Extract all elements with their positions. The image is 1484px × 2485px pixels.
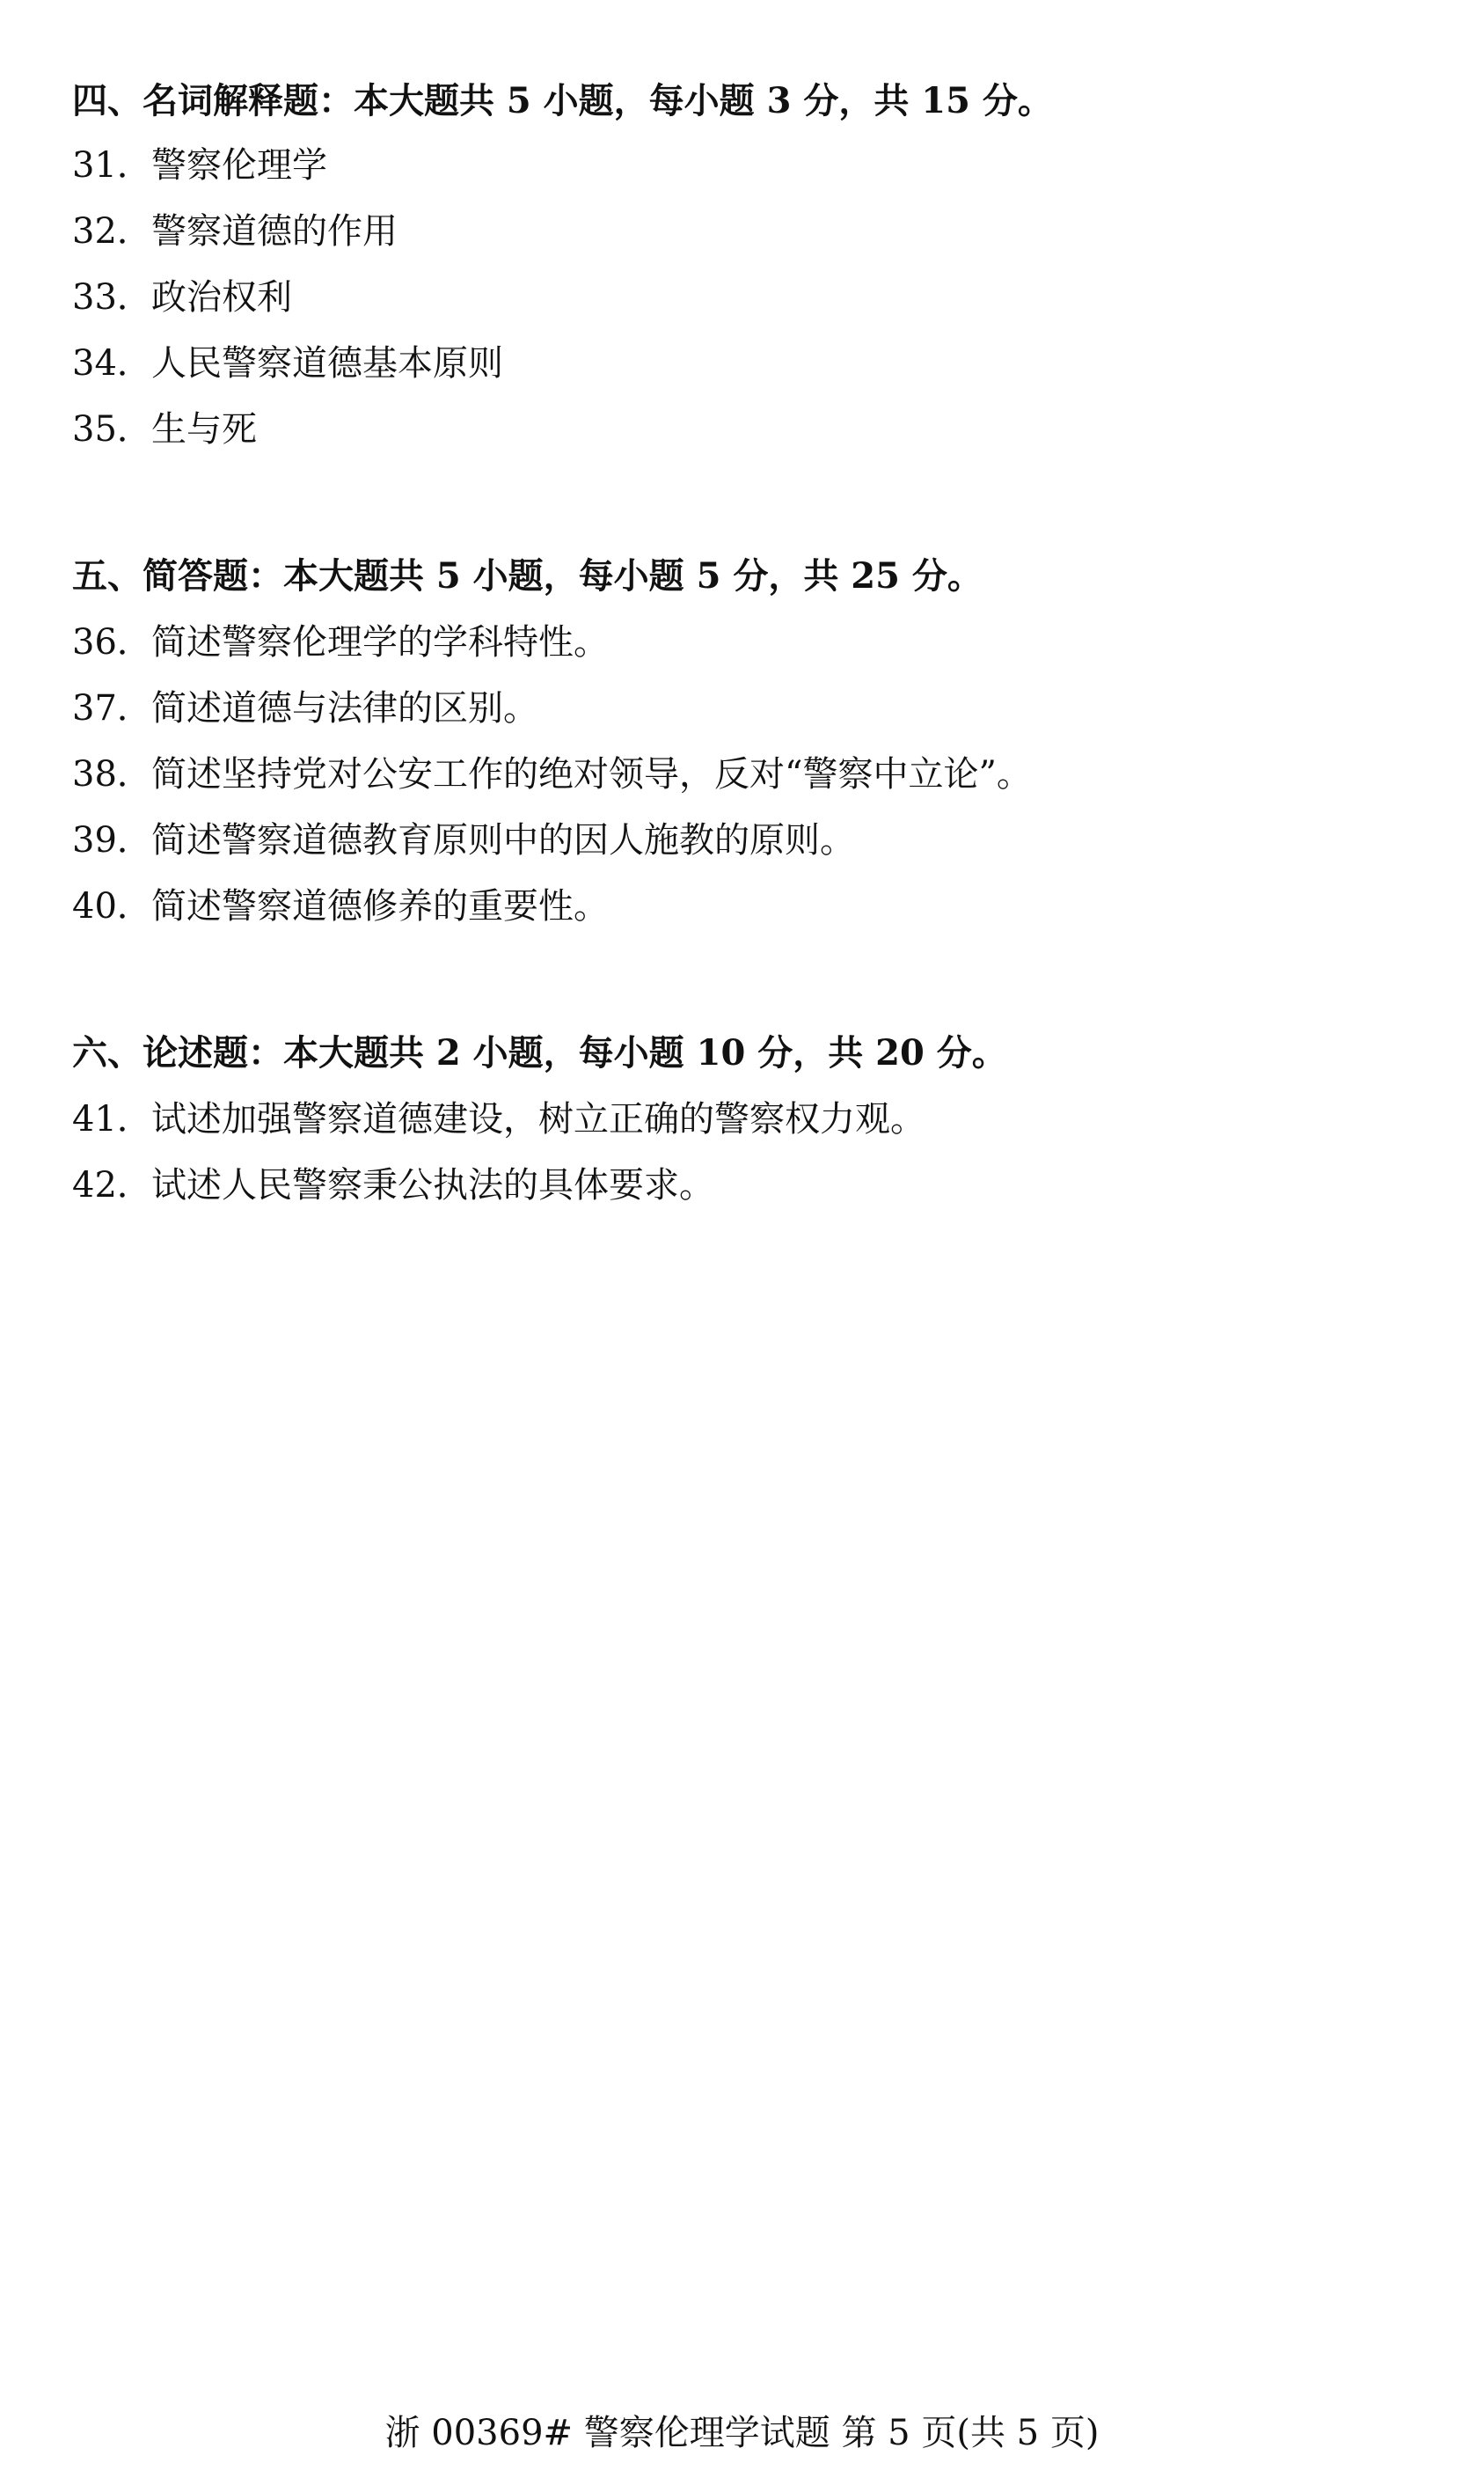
- section-heading-4: 四、名词解释题：本大题共 5 小题，每小题 3 分，共 15 分。: [72, 80, 1053, 121]
- question-number: 37．: [72, 688, 152, 729]
- question-text: 简述道德与法律的区别。: [151, 688, 538, 729]
- question-text: 警察伦理学: [151, 145, 327, 186]
- question-number: 38．: [72, 754, 152, 795]
- question-40: [72, 884, 609, 928]
- question-number: 40．: [72, 886, 152, 927]
- question-41: [72, 1097, 925, 1141]
- question-38: [72, 752, 1032, 796]
- question-31: [72, 143, 327, 187]
- question-text: 试述人民警察秉公执法的具体要求。: [151, 1165, 714, 1206]
- section-heading-6: 六、论述题：本大题共 2 小题，每小题 10 分，共 20 分。: [72, 1032, 1007, 1074]
- question-number: 31．: [72, 145, 152, 186]
- question-39: [72, 818, 855, 862]
- page-footer: 浙 00369# 警察伦理学试题 第 5 页(共 5 页): [384, 2413, 1100, 2453]
- question-number: 32．: [72, 211, 152, 252]
- question-number: 39．: [72, 820, 152, 861]
- question-number: 35．: [72, 409, 152, 450]
- question-36: [72, 620, 609, 664]
- question-text: 简述警察道德修养的重要性。: [151, 886, 609, 927]
- question-number: 34．: [72, 343, 152, 384]
- question-text: 政治权利: [151, 277, 292, 318]
- section-heading-5: 五、简答题：本大题共 5 小题，每小题 5 分，共 25 分。: [72, 555, 983, 597]
- question-text: 人民警察道德基本原则: [151, 343, 503, 384]
- question-text: 简述警察道德教育原则中的因人施教的原则。: [151, 820, 855, 861]
- question-33: [72, 275, 292, 319]
- question-35: [72, 407, 257, 451]
- question-number: 42．: [72, 1165, 152, 1206]
- question-32: [72, 209, 398, 253]
- question-text: 生与死: [151, 409, 257, 450]
- question-number: 41．: [72, 1099, 152, 1140]
- question-37: [72, 686, 538, 730]
- question-number: 36．: [72, 622, 152, 663]
- question-text: 简述坚持党对公安工作的绝对领导，反对“警察中立论”。: [151, 754, 1032, 795]
- question-number: 33．: [72, 277, 152, 318]
- question-text: 警察道德的作用: [151, 211, 398, 252]
- question-34: [72, 341, 503, 385]
- question-text: 简述警察伦理学的学科特性。: [151, 622, 609, 663]
- question-text: 试述加强警察道德建设，树立正确的警察权力观。: [151, 1099, 925, 1140]
- question-42: [72, 1163, 714, 1207]
